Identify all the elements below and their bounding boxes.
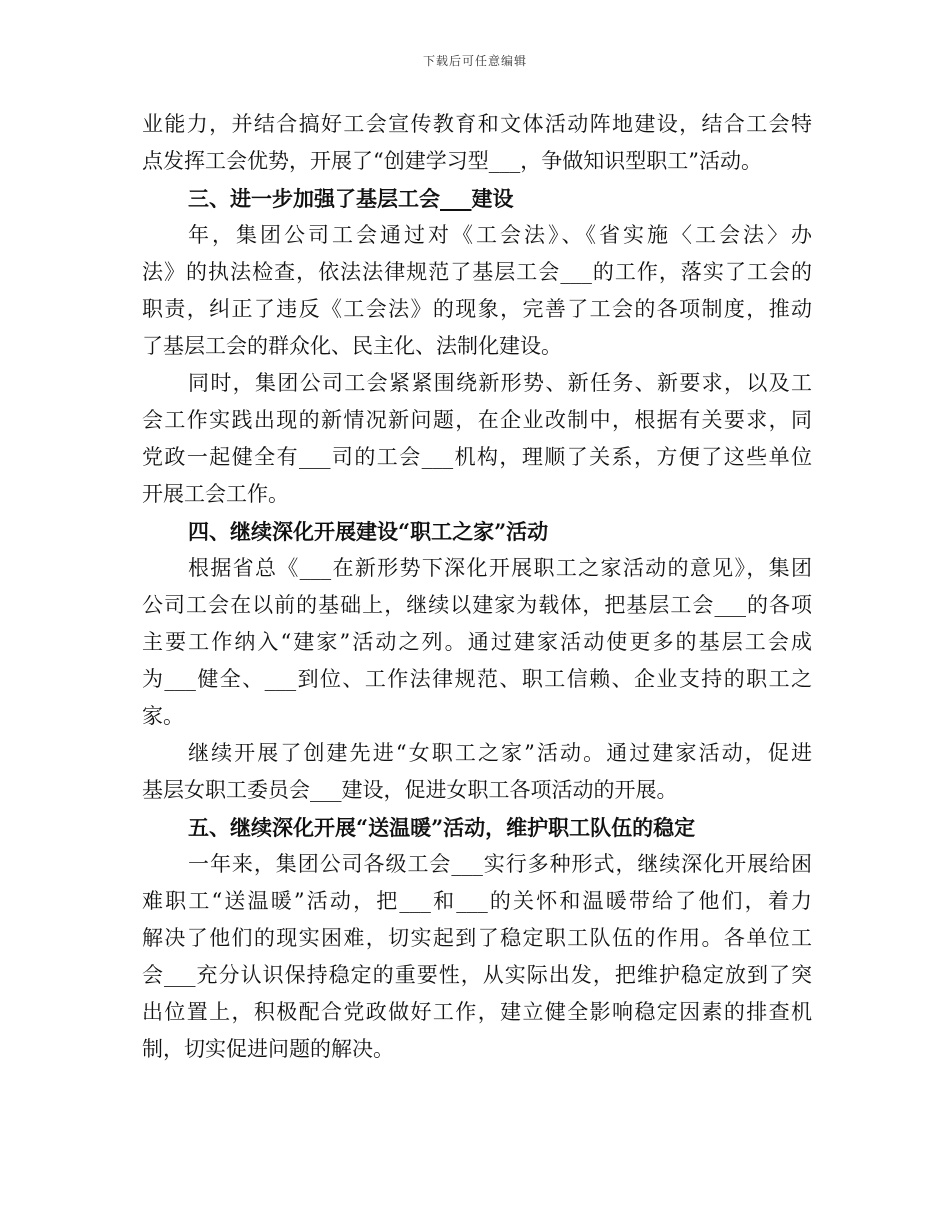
paragraph-line: 一年来，集团公司各级工会___实行多种形式，继续深化开展给困 — [188, 852, 812, 876]
section-heading: 四、继续深化开展建设“职工之家”活动 — [188, 519, 549, 544]
document-body — [142, 106, 812, 1068]
paragraph-line: 家。 — [142, 704, 184, 728]
paragraph-line: 为___健全、___到位、工作法律规范、职工信赖、企业支持的职工之 — [142, 667, 812, 691]
paragraph-line: 党政一起健全有___司的工会___机构，理顺了关系，方便了这些单位 — [142, 445, 812, 469]
paragraph-line: 同时，集团公司工会紧紧围绕新形势、新任务、新要求，以及工 — [188, 371, 812, 395]
paragraph-line: 主要工作纳入“建家”活动之列。通过建家活动使更多的基层工会成 — [142, 630, 812, 654]
paragraph-line: 难职工“送温暖”活动，把___和___的关怀和温暖带给了他们，着力 — [142, 889, 812, 913]
paragraph-line: 制，切实促进问题的解决。 — [142, 1037, 394, 1061]
paragraph-line: 继续开展了创建先进“女职工之家”活动。通过建家活动，促进 — [188, 741, 812, 765]
paragraph-line: 会工作实践出现的新情况新问题，在企业改制中，根据有关要求，同 — [142, 408, 812, 432]
paragraph-line: 法》的执法检查，依法法律规范了基层工会___的工作，落实了工会的 — [142, 260, 812, 284]
paragraph-line: 了基层工会的群众化、民主化、法制化建设。 — [142, 334, 562, 358]
paragraph-line: 解决了他们的现实困难，切实起到了稳定职工队伍的作用。各单位工 — [142, 926, 812, 950]
paragraph-line: 业能力，并结合搞好工会宣传教育和文体活动阵地建设，结合工会特 — [142, 112, 812, 136]
page-header-note: 下载后可任意编辑 — [422, 54, 527, 68]
paragraph-line: 根据省总《___在新形势下深化开展职工之家活动的意见》，集团 — [188, 556, 812, 580]
section-heading: 三、进一步加强了基层工会___建设 — [188, 186, 514, 211]
paragraph-line: 公司工会在以前的基础上，继续以建家为载体，把基层工会___的各项 — [142, 593, 812, 617]
paragraph-line: 开展工会工作。 — [142, 482, 289, 506]
section-heading: 五、继续深化开展“送温暖”活动，维护职工队伍的稳定 — [188, 815, 696, 840]
paragraph-line: 出位置上，积极配合党政做好工作，建立健全影响稳定因素的排查机 — [142, 1000, 812, 1024]
paragraph-line: 会___充分认识保持稳定的重要性，从实际出发，把维护稳定放到了突 — [142, 963, 812, 987]
paragraph-line: 职责，纠正了违反《工会法》的现象，完善了工会的各项制度，推动 — [142, 297, 812, 321]
paragraph-line: 点发挥工会优势，开展了“创建学习型___，争做知识型职工”活动。 — [142, 149, 762, 173]
paragraph-line: 年，集团公司工会通过对《工会法》、《省实施〈工会法〉办 — [188, 223, 812, 247]
paragraph-line: 基层女职工委员会___建设，促进女职工各项活动的开展。 — [142, 778, 678, 802]
